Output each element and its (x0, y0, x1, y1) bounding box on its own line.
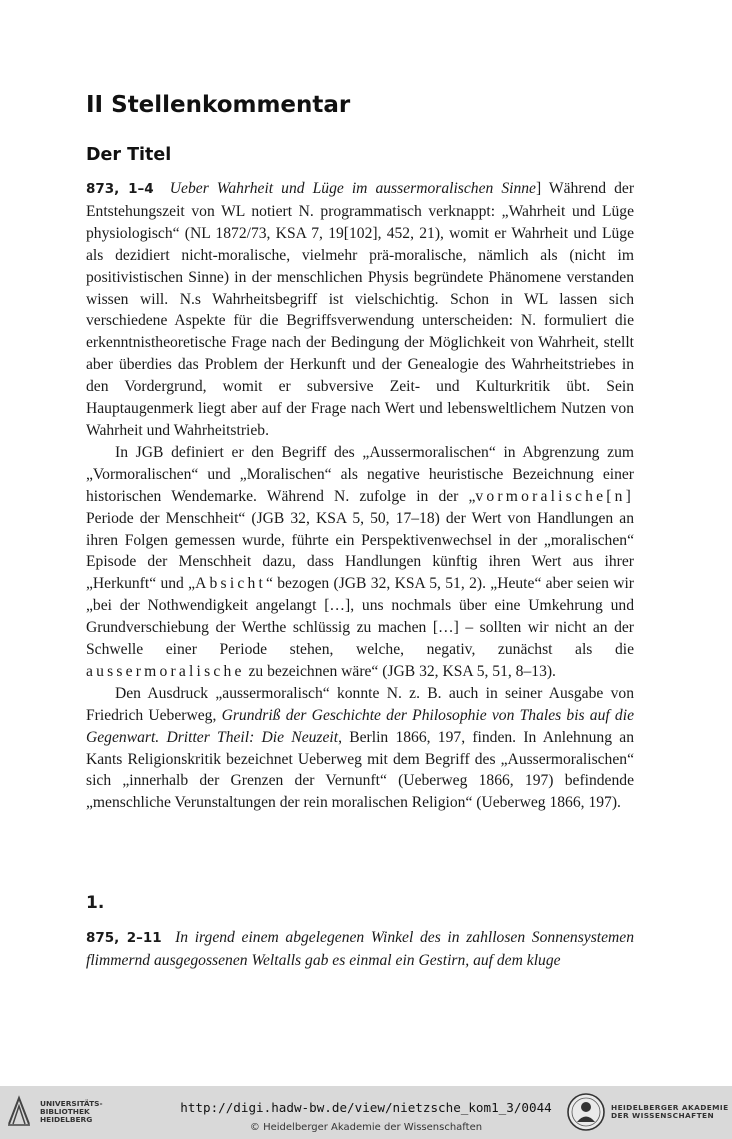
source-url-link[interactable]: http://digi.hadw-bw.de/view/nietzsche_kom1_3/0044 (180, 1100, 552, 1115)
paragraph-4 (86, 927, 634, 972)
academy-name (611, 1104, 729, 1121)
commentary-body (86, 178, 634, 814)
logo-text-line: DER WISSENSCHAFTEN (611, 1111, 715, 1121)
text-run: In JGB definiert er den Begriff des „Aussermoralischen“ in Abgrenzung zum „Vormoralischen“ und „Moralischen“ als negative heuristische Bezeichnung einer historischen Wendemarke. Während N. zufolge in der „ (86, 443, 634, 505)
spaced-term: vormoralische[n] (475, 487, 634, 505)
paragraph-text: ] Während der Entstehungszeit von WL notiert N. programmatisch verknappt: „Wahrheit und Lüge physiologisch“ (NL 1872/73, KSA 7, 19[102], 452, 21), womit er Wahrheit und Lüge als dezidiert nicht-moralische, vielmehr prä-moralische, nämlich als (nicht im positivistischen Sinne) in der menschlichen Physis begründete Phänomene verstanden wissen will. N.s Wahrheitsbegriff ist vielschichtig. Schon in WL lassen sich verschiedene Aspekte für die Begriffsverwendung unterscheiden: N. formuliert die erkenntnistheoretische Frage nach der Bedingung der Möglichkeit von Wahrheit, stellt aber überdies das Problem der Herkunft und der Genealogie des Wahrheitstriebes in den Vordergrund, womit er subversive Zeit- und Kulturkritik übt. Sein Hauptaugenmerk liegt aber auf der Frage nach Wert und lebensweltlichem Nutzen von Wahrheit und Wahrheitstrieb. (86, 180, 635, 439)
paragraph-3 (86, 683, 634, 814)
text-run: Den Ausdruck „aussermoralisch“ konnte N. z. B. auch in seiner Ausgabe von Friedrich Ueberweg, (86, 684, 634, 724)
logo-text-line: HEIDELBERGER AKADEMIE (611, 1103, 729, 1112)
page-heading: II Stellenkommentar (86, 92, 351, 118)
section-number: 1. (86, 893, 105, 913)
spaced-term: Absicht (195, 575, 267, 593)
paragraph-1 (86, 178, 634, 442)
section-title: Der Titel (86, 145, 172, 165)
book-title: Grundriß der Geschichte der Philosophie von Thales bis auf die Gegenwart. Dritter Theil: Die Neuzeit (86, 706, 634, 746)
logo-text-line: HEIDELBERG (40, 1115, 93, 1125)
logo-text-line: UNIVERSITÄTS- (40, 1099, 103, 1108)
text-run: “ bezogen (JGB 32, KSA 5, 51, 2). „Heute“ aber seien wir „bei der Nothwendigkeit angelangt […], uns nochmals über eine Umkehrung und Grundverschiebung der Werthe schlüssig zu machen […] – sollten wir nicht an der Schwelle einer Periode stehen, welche, negativ, zunächst als die (86, 575, 634, 659)
copyright-notice: © Heidelberger Akademie der Wissenschaften (249, 1122, 483, 1133)
text-run: , Berlin 1866, 197, finden. In Anlehnung an Kants Religionskritik bezeichnet Ueberweg mit dem Begriff des „Aussermoralischen“ sich „innerhalb der Grenzen der Vernunft“ (Ueberweg 1866, 197) befindende „menschliche Verunstaltungen der rein moralischen Religion“ (Ueberweg 1866, 197). (86, 728, 634, 812)
lemma: Ueber Wahrheit und Lüge im aussermoralischen Sinne (169, 180, 536, 197)
text-run: Periode der Menschheit“ (JGB 32, KSA 5, 50, 17–18) der Wert von Handlungen an ihren Folgen gemessen wurde, führte ein Perspektivenwechsel in der „moralischen“ Episode der Menschheit dazu, dass Handlungen künftig ihren Wert aus ihrer „Herkunft“ und „ (86, 509, 634, 593)
commentary-body-2 (86, 927, 634, 972)
spaced-term: aussermoralische (86, 662, 245, 680)
paragraph-2 (86, 442, 634, 683)
logo-text-line: BIBLIOTHEK (40, 1107, 90, 1117)
line-reference: 875, 2–11 (86, 930, 162, 946)
academy-seal-icon (566, 1092, 606, 1132)
text-run: zu bezeichnen wäre“ (JGB 32, KSA 5, 51, 8–13). (244, 662, 556, 680)
lemma: In irgend einem abgelegenen Winkel des in zahllosen Sonnensystemen flimmernd ausgegossenen Weltalls gab es einmal ein Gestirn, auf dem kluge (86, 929, 634, 969)
footer-bar (0, 1086, 732, 1139)
line-reference: 873, 1–4 (86, 181, 154, 197)
